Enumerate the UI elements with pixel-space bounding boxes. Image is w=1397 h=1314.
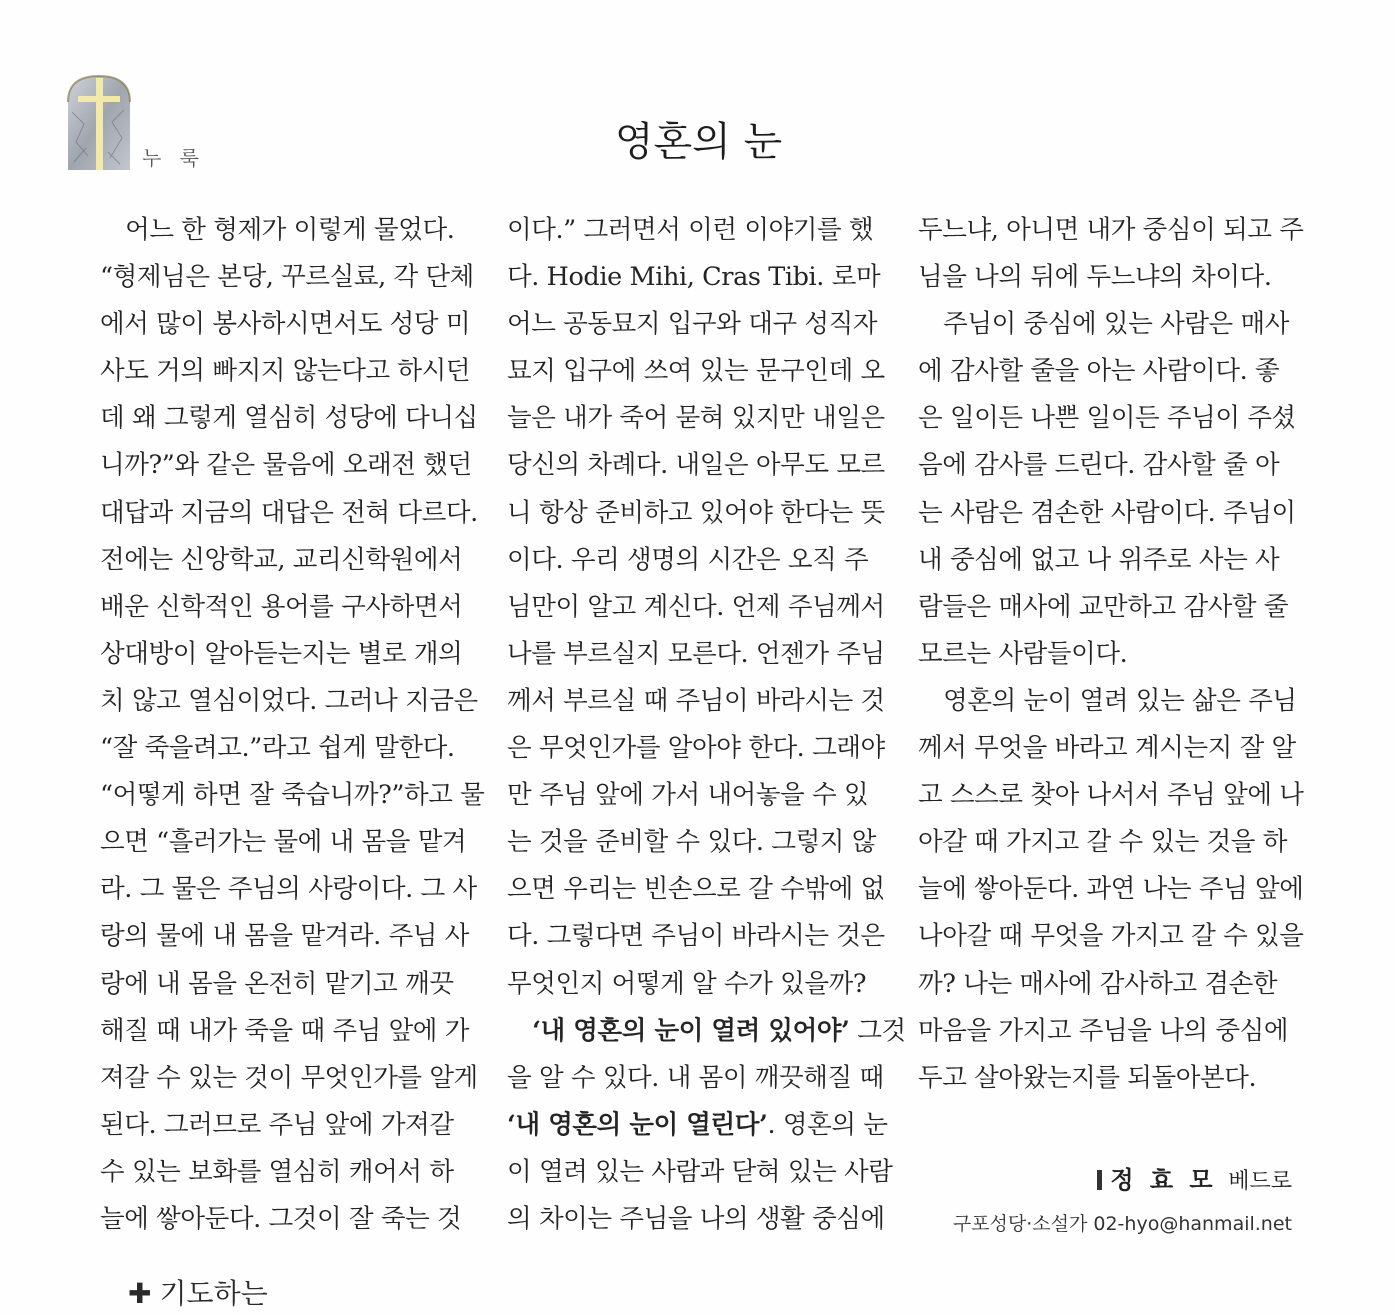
article-line: 만 주님 앞에 가서 내어놓을 수 있 xyxy=(507,780,869,811)
article-column-3 xyxy=(918,207,1304,1102)
article-line: ‘내 영혼의 눈이 열린다’. 영혼의 눈 xyxy=(507,1109,888,1140)
next-section-title: 기도하는 xyxy=(159,1277,268,1310)
article-line: 당신의 차례다. 내일은 아무도 모르 xyxy=(507,450,885,481)
article-line: “잘 죽을려고.”라고 쉽게 말한다. xyxy=(100,733,455,764)
cross-icon: ✚ xyxy=(128,1277,152,1310)
article-line: 무엇인지 어떻게 알 수가 있을까? xyxy=(507,968,867,999)
article-line: 은 무엇인가를 알아야 한다. 그래야 xyxy=(507,733,885,764)
article-line: 어느 공동묘지 입구와 대구 성직자 xyxy=(507,309,878,340)
emphasis-text: ‘내 영혼의 눈이 열린다’ xyxy=(507,1109,768,1140)
article-line: 는 것을 준비할 수 있다. 그렇지 않 xyxy=(507,827,876,858)
article-column-1 xyxy=(100,207,485,1243)
article-line: 랑에 내 몸을 온전히 맡기고 깨끗 xyxy=(100,968,454,999)
article-line: 으면 “흘러가는 물에 내 몸을 맡겨 xyxy=(100,827,467,858)
emphasis-text: ‘내 영혼의 눈이 열려 있어야’ xyxy=(532,1015,850,1046)
byline xyxy=(953,1160,1292,1236)
article-line: 다. 그렇다면 주님이 바라시는 것은 xyxy=(507,921,885,952)
article-line: “어떻게 하면 잘 죽습니까?”하고 물 xyxy=(100,780,485,811)
article-line: 의 차이는 주님을 나의 생활 중심에 xyxy=(507,1203,885,1234)
article-line: 랑의 물에 내 몸을 맡겨라. 주님 사 xyxy=(100,921,469,952)
article-line: “형제님은 본당, 꾸르실료, 각 단체 xyxy=(100,262,474,293)
article-line: 해질 때 내가 죽을 때 주님 앞에 가 xyxy=(100,1015,469,1046)
article-line: 까? 나는 매사에 감사하고 겸손한 xyxy=(918,968,1278,999)
article-line: 이다.” 그러면서 이런 이야기를 했 xyxy=(507,215,874,245)
author-baptismal-name: 베드로 xyxy=(1228,1169,1292,1194)
article-column-2 xyxy=(507,207,906,1243)
article-line: 마음을 가지고 주님을 나의 중심에 xyxy=(918,1015,1289,1046)
article-line: 나를 부르실지 모른다. 언젠가 주님 xyxy=(507,638,885,669)
article-line: 이다. 우리 생명의 시간은 오직 주 xyxy=(507,544,869,575)
article-line: 어느 한 형제가 이렇게 물었다. xyxy=(100,215,455,245)
article-line: 께서 부르실 때 주님이 바라시는 것 xyxy=(507,685,885,716)
article-line: 치 않고 열심이었다. 그러나 지금은 xyxy=(100,685,478,716)
article-line: 으면 우리는 빈손으로 갈 수밖에 없 xyxy=(507,874,885,905)
article-line: 나아갈 때 무엇을 가지고 갈 수 있을 xyxy=(918,921,1304,952)
article-line: 니 항상 준비하고 있어야 한다는 뜻 xyxy=(507,497,885,528)
article-line: 두느냐, 아니면 내가 중심이 되고 주 xyxy=(918,215,1304,245)
article-line: 음에 감사를 드린다. 감사할 줄 아 xyxy=(918,450,1280,481)
article-line: ‘내 영혼의 눈이 열려 있어야’ 그것 xyxy=(532,1015,906,1046)
article-line: 님을 나의 뒤에 두느냐의 차이다. xyxy=(918,262,1272,293)
article-line: 모르는 사람들이다. xyxy=(918,638,1128,669)
byline-bar xyxy=(1097,1170,1102,1190)
author-line xyxy=(953,1160,1292,1195)
article-line: 수 있는 보화를 열심히 캐어서 하 xyxy=(100,1156,454,1187)
next-section-peek xyxy=(128,1274,268,1310)
article-line: 영혼의 눈이 열려 있는 삶은 주님 xyxy=(918,685,1297,716)
article-line: 니까?”와 같은 물음에 오래전 했던 xyxy=(100,450,472,481)
article-line: 묘지 입구에 쓰여 있는 문구인데 오 xyxy=(507,356,885,387)
article-line: 은 일이든 나쁜 일이든 주님이 주셨 xyxy=(918,403,1296,434)
article-line: 주님이 중심에 있는 사람은 매사 xyxy=(918,309,1289,340)
author-name: 정 효 모 xyxy=(1110,1166,1217,1194)
article-line: 다. Hodie Mihi, Cras Tibi. 로마 xyxy=(507,262,881,293)
article-line: 라. 그 물은 주님의 사랑이다. 그 사 xyxy=(100,874,477,905)
article-line: 이 열려 있는 사람과 닫혀 있는 사람 xyxy=(507,1156,893,1187)
article-line: 에 감사할 줄을 아는 사람이다. 좋 xyxy=(918,356,1280,387)
article-line: 에서 많이 봉사하시면서도 성당 미 xyxy=(100,309,471,340)
article-line: 고 스스로 찾아 나서서 주님 앞에 나 xyxy=(918,780,1304,811)
article-line: 늘에 쌓아둔다. 그것이 잘 죽는 것 xyxy=(100,1203,462,1234)
article-line: 된다. 그러므로 주님 앞에 가져갈 xyxy=(100,1109,454,1140)
article-line: 배운 신학적인 용어를 구사하면서 xyxy=(100,591,463,622)
article-line: 늘은 내가 죽어 묻혀 있지만 내일은 xyxy=(507,403,885,434)
article-line: 내 중심에 없고 나 위주로 사는 사 xyxy=(918,544,1280,575)
article-line: 람들은 매사에 교만하고 감사할 줄 xyxy=(918,591,1289,622)
article-line: 는 사람은 겸손한 사람이다. 주님이 xyxy=(918,497,1296,528)
article-line: 을 알 수 있다. 내 몸이 깨끗해질 때 xyxy=(507,1062,884,1093)
section-label: 누 룩 xyxy=(142,146,205,170)
author-affiliation: 구포성당·소설가 02-hyo@hanmail.net xyxy=(952,1213,1292,1235)
article-line: 께서 무엇을 바라고 계시는지 잘 알 xyxy=(918,733,1296,764)
article-line: 두고 살아왔는지를 되돌아본다. xyxy=(918,1062,1257,1093)
article-title: 영혼의 눈 xyxy=(614,119,783,165)
article-line: 늘에 쌓아둔다. 과연 나는 주님 앞에 xyxy=(918,874,1304,905)
article-line: 대답과 지금의 대답은 전혀 다르다. xyxy=(100,497,478,528)
article-line: 데 왜 그렇게 열심히 성당에 다니십 xyxy=(100,403,478,434)
article-line: 사도 거의 빠지지 않는다고 하시던 xyxy=(100,356,471,387)
article-line: 상대방이 알아듣는지는 별로 개의 xyxy=(100,638,463,669)
article-line: 아갈 때 가지고 갈 수 있는 것을 하 xyxy=(918,827,1287,858)
article-line: 님만이 알고 계신다. 언제 주님께서 xyxy=(507,591,885,622)
article-line: 전에는 신앙학교, 교리신학원에서 xyxy=(100,544,463,575)
article-line: 져갈 수 있는 것이 무엇인가를 알게 xyxy=(100,1062,478,1093)
